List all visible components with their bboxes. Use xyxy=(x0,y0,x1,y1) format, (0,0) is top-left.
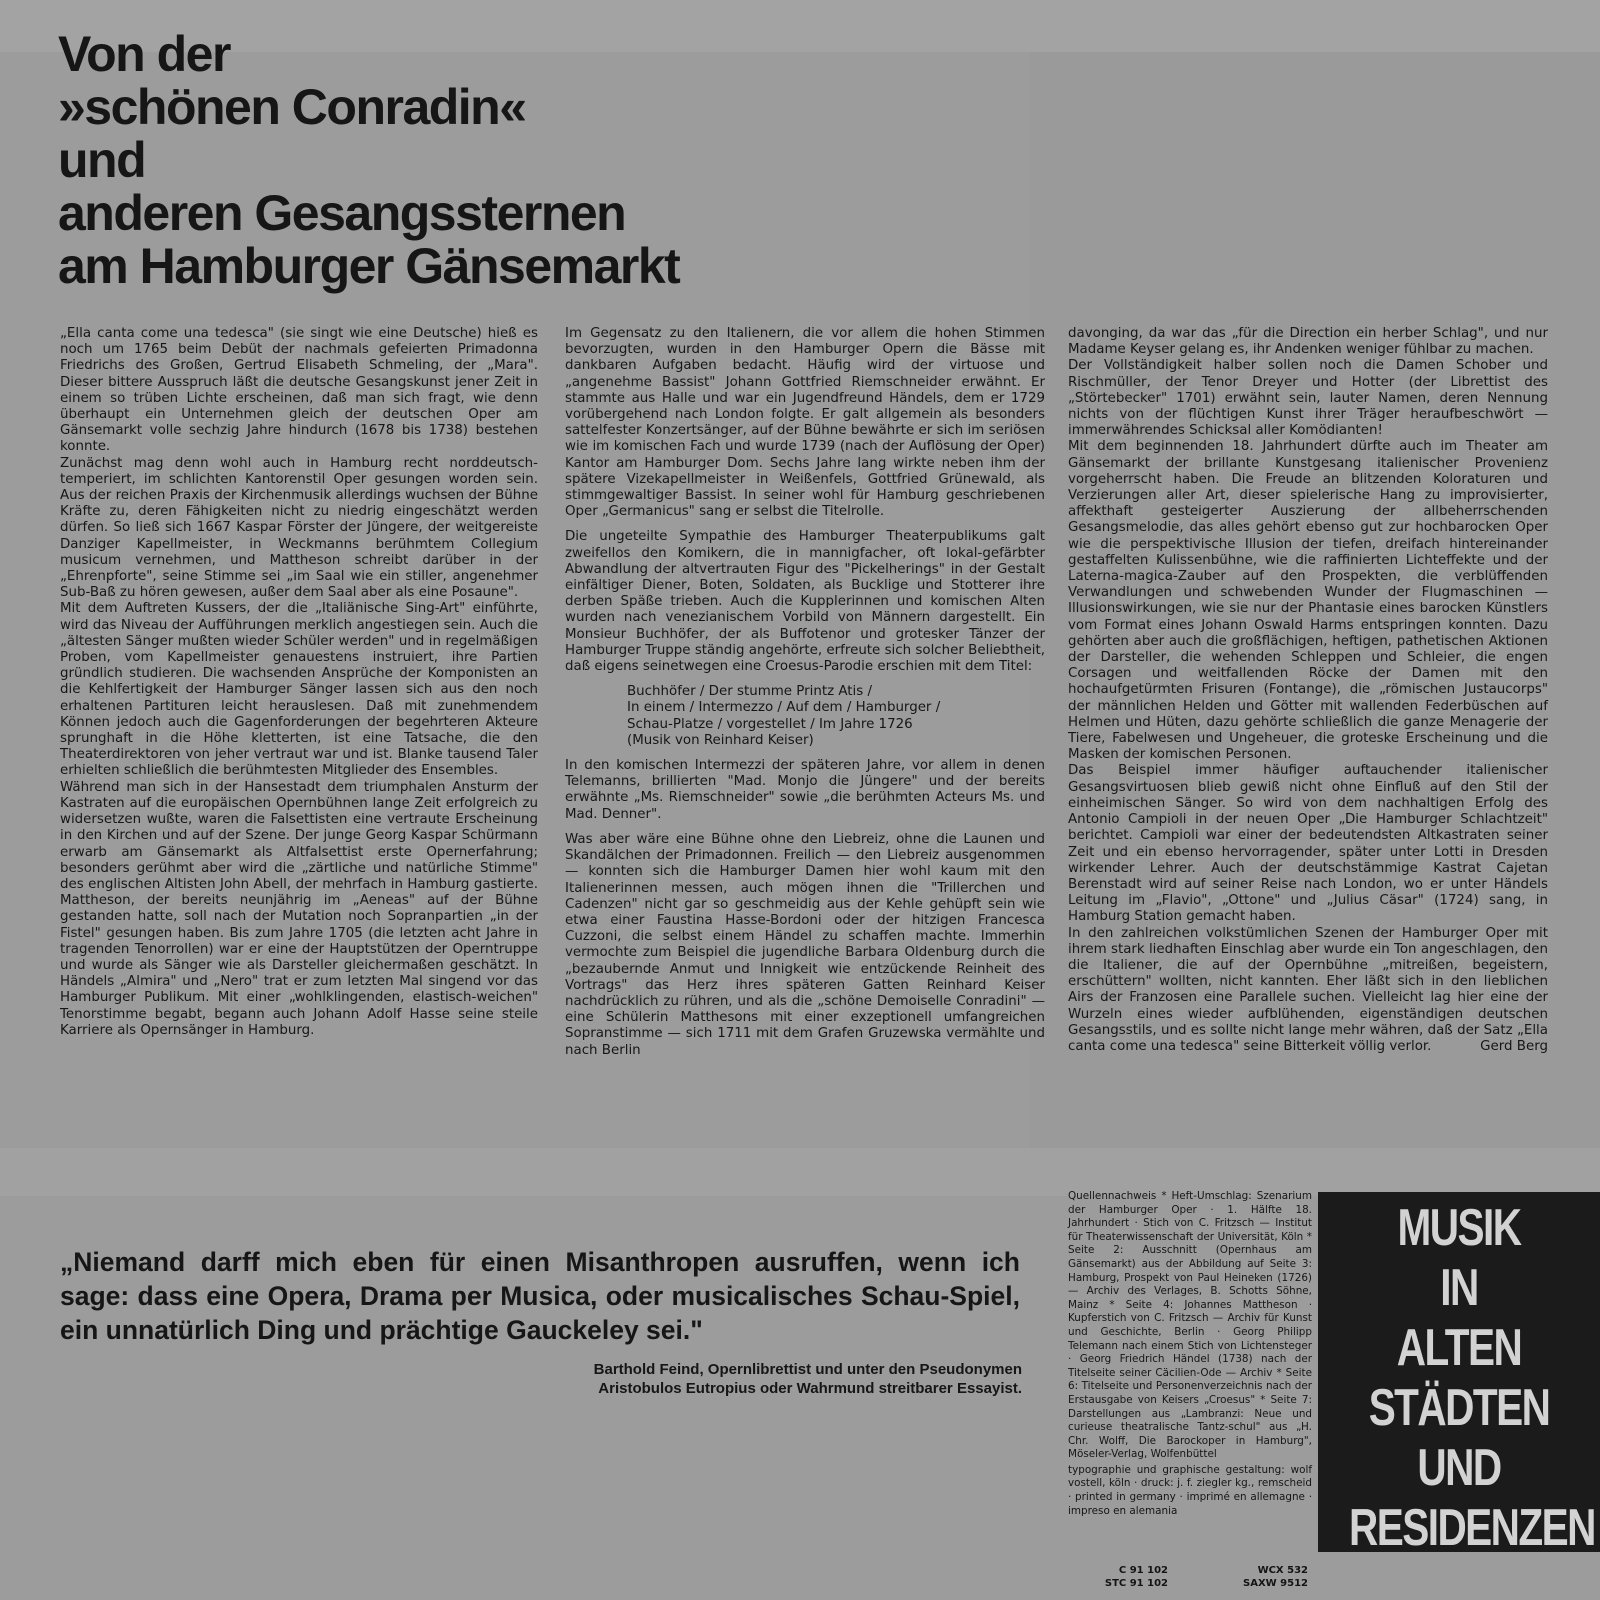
paragraph: Im Gegensatz zu den Italienern, die vor allem die hohen Stimmen bevorzugten, wurden in den Hamburger Opern die Bässe mit dankbaren Aufgaben bedacht. Häufig wird der virtuose und „angenehme Bassist" Johann Gottfried Riemschneider erwähnt. Er stammte aus Halle und war ein Jugendfreund Händels, dem er 1729 vorübergehend nach London folgte. Er galt allgemein als besonders sattelfester Konzertsänger, auf der Bühne bewährte er sich im seriösen wie im komischen Fach und wurde 1739 (nach der Auflösung der Oper) Kantor am Hamburger Dom. Sechs Jahre lang wirkte neben ihm der spätere Vizekapellmeister in Weißenfels, Gottfried Grünewald, als stimmgewaltiger Bassist. In seiner wohl für Hamburg geschriebenen Oper „Germanicus" sang er selbst die Titelrolle. xyxy=(565,326,1045,520)
paragraph: Das Beispiel immer häufiger auftauchender italienischer Gesangsvirtuosen blieb gewiß nicht ohne Einfluß auf den Stil der einheimischen Sänger. So wird von dem nachhaltigen Erfolg des Antonio Campioli in der neuen Oper „Die Hamburger Schlachtzeit" berichtet. Campioli war einer der bedeutendsten Altkastraten seiner Zeit und ein ebenso hervorragender, später unter Lotti in Dresden wirkender Lehrer. Auch der deutschstämmige Kastrat Cajetan Berenstadt wird auf seiner Reise nach London, wo er unter Händels Leitung im „Flavio", „Ottone" und „Julius Cäsar" (1724) sang, in Hamburg Station gemacht haben. xyxy=(1068,763,1548,925)
series-title-line: UND xyxy=(1417,1439,1501,1497)
paragraph: Der Vollständigkeit halber sollen noch die Damen Schober und Rischmüller, der Tenor Dreyer und Hotter (der Librettist des „Störtebecker" 1701) erwähnt sein, lauter Namen, deren Nennung nichts von der flüchtigen Kunst ihrer Träger heraufbeschwört — immerwährendes Schicksal aller Komödianten! xyxy=(1068,358,1548,439)
author-signature: Gerd Berg xyxy=(1480,1039,1548,1055)
catalog-number: C 91 102 xyxy=(1118,1565,1168,1576)
headline-line: Von der xyxy=(58,26,230,82)
headline-line: und xyxy=(58,132,146,188)
paragraph: davonging, da war das „für die Direction ein herber Schlag", und nur Madame Keyser gelang es, ihr Andenken weniger fühlbar zu machen. xyxy=(1068,326,1548,358)
series-title-line: RESIDENZEN xyxy=(1349,1499,1595,1557)
article-column-2 xyxy=(565,326,1045,1059)
title-quote-line: In einem / Intermezzo / Auf dem / Hamburger / xyxy=(627,700,941,716)
quote-attribution xyxy=(452,1360,1022,1398)
pull-quote: „Niemand darff mich eben für einen Misanthropen ausruffen, wenn ich sage: dass eine Opera, Drama per Musica, oder musicalisches Schau-Spiel, ein unnatürlich Ding und prächtige Gauckeley sei." xyxy=(60,1247,1020,1345)
series-title-line: STÄDTEN xyxy=(1368,1379,1550,1437)
attribution-line: Barthold Feind, Opernlibrettist und unter den Pseudonymen xyxy=(593,1361,1022,1378)
catalog-number: STC 91 102 xyxy=(1104,1578,1168,1589)
headline-line: »schönen Conradin« xyxy=(58,79,526,135)
headline-line: anderen Gesangssternen xyxy=(58,185,626,241)
middle-band xyxy=(0,1148,1600,1196)
catalog-number: WCX 532 xyxy=(1257,1565,1308,1576)
article-column-3 xyxy=(1068,326,1548,1055)
paragraph: „Ella canta come una tedesca" (sie singt wie eine Deutsche) hieß es noch um 1765 beim Debüt der nachmals gefeierten Primadonna Friedrichs des Großen, Gertrud Elisabeth Schmeling, der „Mara". Dieser bittere Ausspruch läßt die deutsche Gesangskunst jener Zeit in einem so trüben Lichte erscheinen, daß man sich fragt, wie denn überhaupt ein Unternehmen gleich der deutschen Oper am Gänsemarkt volle sechzig Jahre hindurch (1678 bis 1738) bestehen konnte. xyxy=(60,326,538,455)
headline xyxy=(58,28,958,293)
paragraph: In den zahlreichen volkstümlichen Szenen der Hamburger Oper mit ihrem stark liedhaften Einschlag aber wurde ein Ton angeschlagen, den die Italiener, die auf der Opernbühne „mitreißen, begeistern, erschüttern" wollten, nicht kannten. Eher läßt sich in den lieblichen Airs der Franzosen eine Parallele suchen. Vielleicht lag hier eine der Wurzeln eines wieder aufblühenden, eigenständigen deutschen Gesangsstils, und es sollte nicht lange mehr währen, daß der Satz „Ella canta come una tedesca" seine Bitterkeit völlig verlor. xyxy=(1068,925,1548,1054)
series-title-box xyxy=(1318,1192,1600,1557)
catalog-numbers-left xyxy=(1068,1564,1168,1590)
attribution-line: Aristobulos Eutropius oder Wahrmund streitbarer Essayist. xyxy=(598,1380,1022,1397)
article-column-1 xyxy=(60,326,538,1039)
title-quote-line: Buchhöfer / Der stumme Printz Atis / xyxy=(627,684,873,700)
headline-line: am Hamburger Gänsemarkt xyxy=(58,238,680,294)
title-quote-line: (Musik von Reinhard Keiser) xyxy=(627,732,814,748)
paragraph: In den komischen Intermezzi der späteren Jahre, vor allem in denen Telemanns, brillierten "Mad. Monjo die Jüngere" und der bereits erwähnte „Ms. Riemschneider" sowie „die berühmten Acteurs Ms. und Mad. Denner". xyxy=(565,758,1045,822)
credits-sources: Quellennachweis * Heft-Umschlag: Szenarium der Hamburger Oper · 1. Hälfte 18. Jahrhundert · Stich von C. Fritzsch — Institut für Theaterwissenschaft der Universität, Köln * Seite 2: Ausschnitt (Opernhaus am Gänsemarkt) aus der Abbildung auf Seite 3: Hamburg, Prospekt von Paul Heineken (1726) — Archiv des Verlages, B. Schotts Söhne, Mainz * Seite 4: Johannes Mattheson · Kupferstich von C. Fritzsch — Archiv für Kunst und Geschichte, Berlin · Georg Philipp Telemann nach einem Stich von Lichtensteger · Georg Friedrich Händel (1738) nach der Titelseite seiner Cäcilien-Ode — Archiv * Seite 6: Titelseite und Personenverzeichnis nach der Erstausgabe von Keisers „Croesus" * Seite 7: Darstellungen aus „Lambranzi: Neue und curieuse theatralische Tantz-schul" aus „H. Chr. Wolff, Die Barockoper in Hamburg", Möseler-Verlag, Wolfenbüttel xyxy=(1068,1190,1312,1461)
catalog-number: SAXW 9512 xyxy=(1243,1578,1308,1589)
paragraph: Mit dem Auftreten Kussers, der die „Italiänische Sing-Art" einführte, wird das Niveau der Aufführungen merklich angestiegen sein. Auch die „ältesten Sänger mußten wieder Schüler werden" und in regelmäßigen Proben, vom Kapellmeister genauestens instruiert, ihre Partien gründlich studieren. Die wachsenden Ansprüche der Komponisten an die Kehlfertigkeit der Hamburger Sänger lassen sich aus den noch erhaltenen Partituren leicht herauslesen. Daß mit zunehmendem Können jedoch auch die Gagenforderungen der begehrteren Akteure sprunghaft in die Höhe kletterten, ist eine Tatsache, die den Theaterdirektoren von jeher vertraut war und ist. Blanke tausend Taler erhielten schließlich die berühmtesten Mitglieder des Ensembles. xyxy=(60,601,538,779)
title-quote xyxy=(627,684,1045,749)
series-title-line: MUSIK xyxy=(1397,1199,1521,1257)
paragraph: Während man sich in der Hansestadt dem triumphalen Ansturm der Kastraten auf die europäischen Opernbühnen lange Zeit erfolgreich zu widersetzen wußte, waren die Falsettisten eine vertraute Erscheinung in den Kirchen und auf der Szene. Der junge Georg Kaspar Schürmann erwarb am Gänsemarkt als Altfalsettist erste Opernerfahrung; besonders gerühmt aber wird die „zärtliche und natürliche Stimme" des englischen Altisten John Abell, der mehrfach in Hamburg gastierte. Mattheson, der bereits neunjährig im „Aeneas" auf der Bühne gestanden hatte, soll nach der Mutation noch Sopranpartien „in der Fistel" gesungen haben. Bis zum Jahre 1705 (die letzten acht Jahre in tragenden Tenorrollen) war er eine der Hauptstützen der Operntruppe und wurde als Sänger wie als Darsteller gleichermaßen geschätzt. In Händels „Almira" und „Nero" trat er zum letzten Mal singend vor das Hamburger Publikum. Mit einer „wohlklingenden, elastisch-weichen" Tenorstimme begabt, begann auch Johann Adolf Hasse seine steile Karriere als Opernsänger in Hamburg. xyxy=(60,779,538,1038)
credits-typography: typographie und graphische gestaltung: wolf vostell, köln · druck: j. f. ziegler kg., remscheid · printed in germany · imprimé en allemagne · impreso en alemania xyxy=(1068,1463,1312,1517)
series-title-line: IN xyxy=(1440,1259,1478,1317)
paragraph: Mit dem beginnenden 18. Jahrhundert dürfte auch im Theater am Gänsemarkt der brillante Kunstgesang italienischer Provenienz vorgeherrscht haben. Die Freude an blitzenden Koloraturen und Verzierungen aller Art, dieser spielerische Hang zu improvisierter, affekthaft gesteigerter Auszierung der allbeherrschenden Gesangsmelodie, das alles gehört ebenso gut zur hochbarocken Oper wie die perspektivische Illusion der tiefen, dreifach hintereinander gestaffelten Kulissenbühne, wie die raffinierten Lichteffekte und der Laterna-magica-Zauber auf den Prospekten, die verblüffenden Verwandlungen und schwebenden Wunder der Flugmaschinen — Illusionswirkungen, wie sie nur der Phantasie eines barocken Künstlers vom Format eines Johann Oswald Harms entspringen konnten. Dazu gehörten aber auch die großflächigen, heftigen, pathetischen Aktionen der Darsteller, die wehenden Schleppen und Schleier, die engen Corsagen und weitfallenden Röcke der Damen mit den hochaufgetürmten Frisuren (Fontange), die „römischen Justaucorps" der männlichen Helden und Götter mit wallenden Federbüschen auf Helmen und Hüten, dazu gehörte schließlich die ganze Menagerie der Tiere, Fabelwesen und Ungeheuer, die groteske Erscheinung und die Masken der komischen Personen. xyxy=(1068,439,1548,763)
paragraph: Die ungeteilte Sympathie des Hamburger Theaterpublikums galt zweifellos den Komikern, die in mannigfacher, oft lokal-gefärbter Abwandlung der altvertrauten Figur des "Pickelherings" in der Gestalt einfältiger Diener, Boten, Soldaten, als Bucklige und Stotterer ihre derben Späße trieben. Auch die Kupplerinnen und komischen Alten wurden nach venezianischem Vorbild von Männern dargestellt. Ein Monsieur Buchhöfer, der als Buffotenor und grotesker Tänzer der Hamburger Truppe ständig angehörte, erfreute sich solcher Beliebtheit, daß eigens seinetwegen eine Croesus-Parodie erschien mit dem Titel: xyxy=(565,529,1045,675)
paragraph: Was aber wäre eine Bühne ohne den Liebreiz, ohne die Launen und Skandälchen der Primadonnen. Freilich — den Liebreiz ausgenommen — konnten sich die Hamburger Damen hier wohl kaum mit den Italienerinnen messen, auch mögen ihnen die "Trillerchen und Cadenzen" nicht gar so geschmeidig aus der Kehle gehüpft sein wie etwa einer Faustina Hasse-Bordoni oder der hitzigen Francesca Cuzzoni, die selbst einem Händel zu schaffen machte. Immerhin vermochte zum Beispiel die jugendliche Barbara Oldenburg durch die „bezaubernde Anmut und Innigkeit wie entzückende Reinheit des Vortrags" das Herz ihres späteren Gatten Reinhard Keiser nachdrücklich zu rühren, und als die „schöne Demoiselle Conradini" — eine Schülerin Matthesons mit einer exzeptionell umfangreichen Sopranstimme — sich 1711 mit dem Grafen Gruzewska vermählte und nach Berlin xyxy=(565,831,1045,1058)
series-title-line: ALTEN xyxy=(1396,1319,1522,1377)
catalog-numbers-right xyxy=(1228,1564,1308,1590)
title-quote-line: Schau-Platze / vorgestellet / Im Jahre 1726 xyxy=(627,716,913,732)
image-credits xyxy=(1068,1190,1312,1518)
paragraph: Zunächst mag denn wohl auch in Hamburg recht norddeutsch-temperiert, im schlichten Kantorenstil Oper gesungen worden sein. Aus der reichen Praxis der Kirchenmusik allerdings wuchsen der Bühne Kräfte zu, deren Fähigkeiten nicht zu niedrig eingeschätzt werden dürfen. So ließ sich 1667 Kaspar Förster der Jüngere, der weitgereiste Danziger Kapellmeister, in Weckmanns berühmtem Collegium musicum vernehmen, und Mattheson schreibt darüber in der „Ehrenpforte", seine Stimme sei „im Saal wie ein stiller, angenehmer Sub-Baß zu hören gewesen, außer dem Saal aber als eine Posaune". xyxy=(60,455,538,601)
